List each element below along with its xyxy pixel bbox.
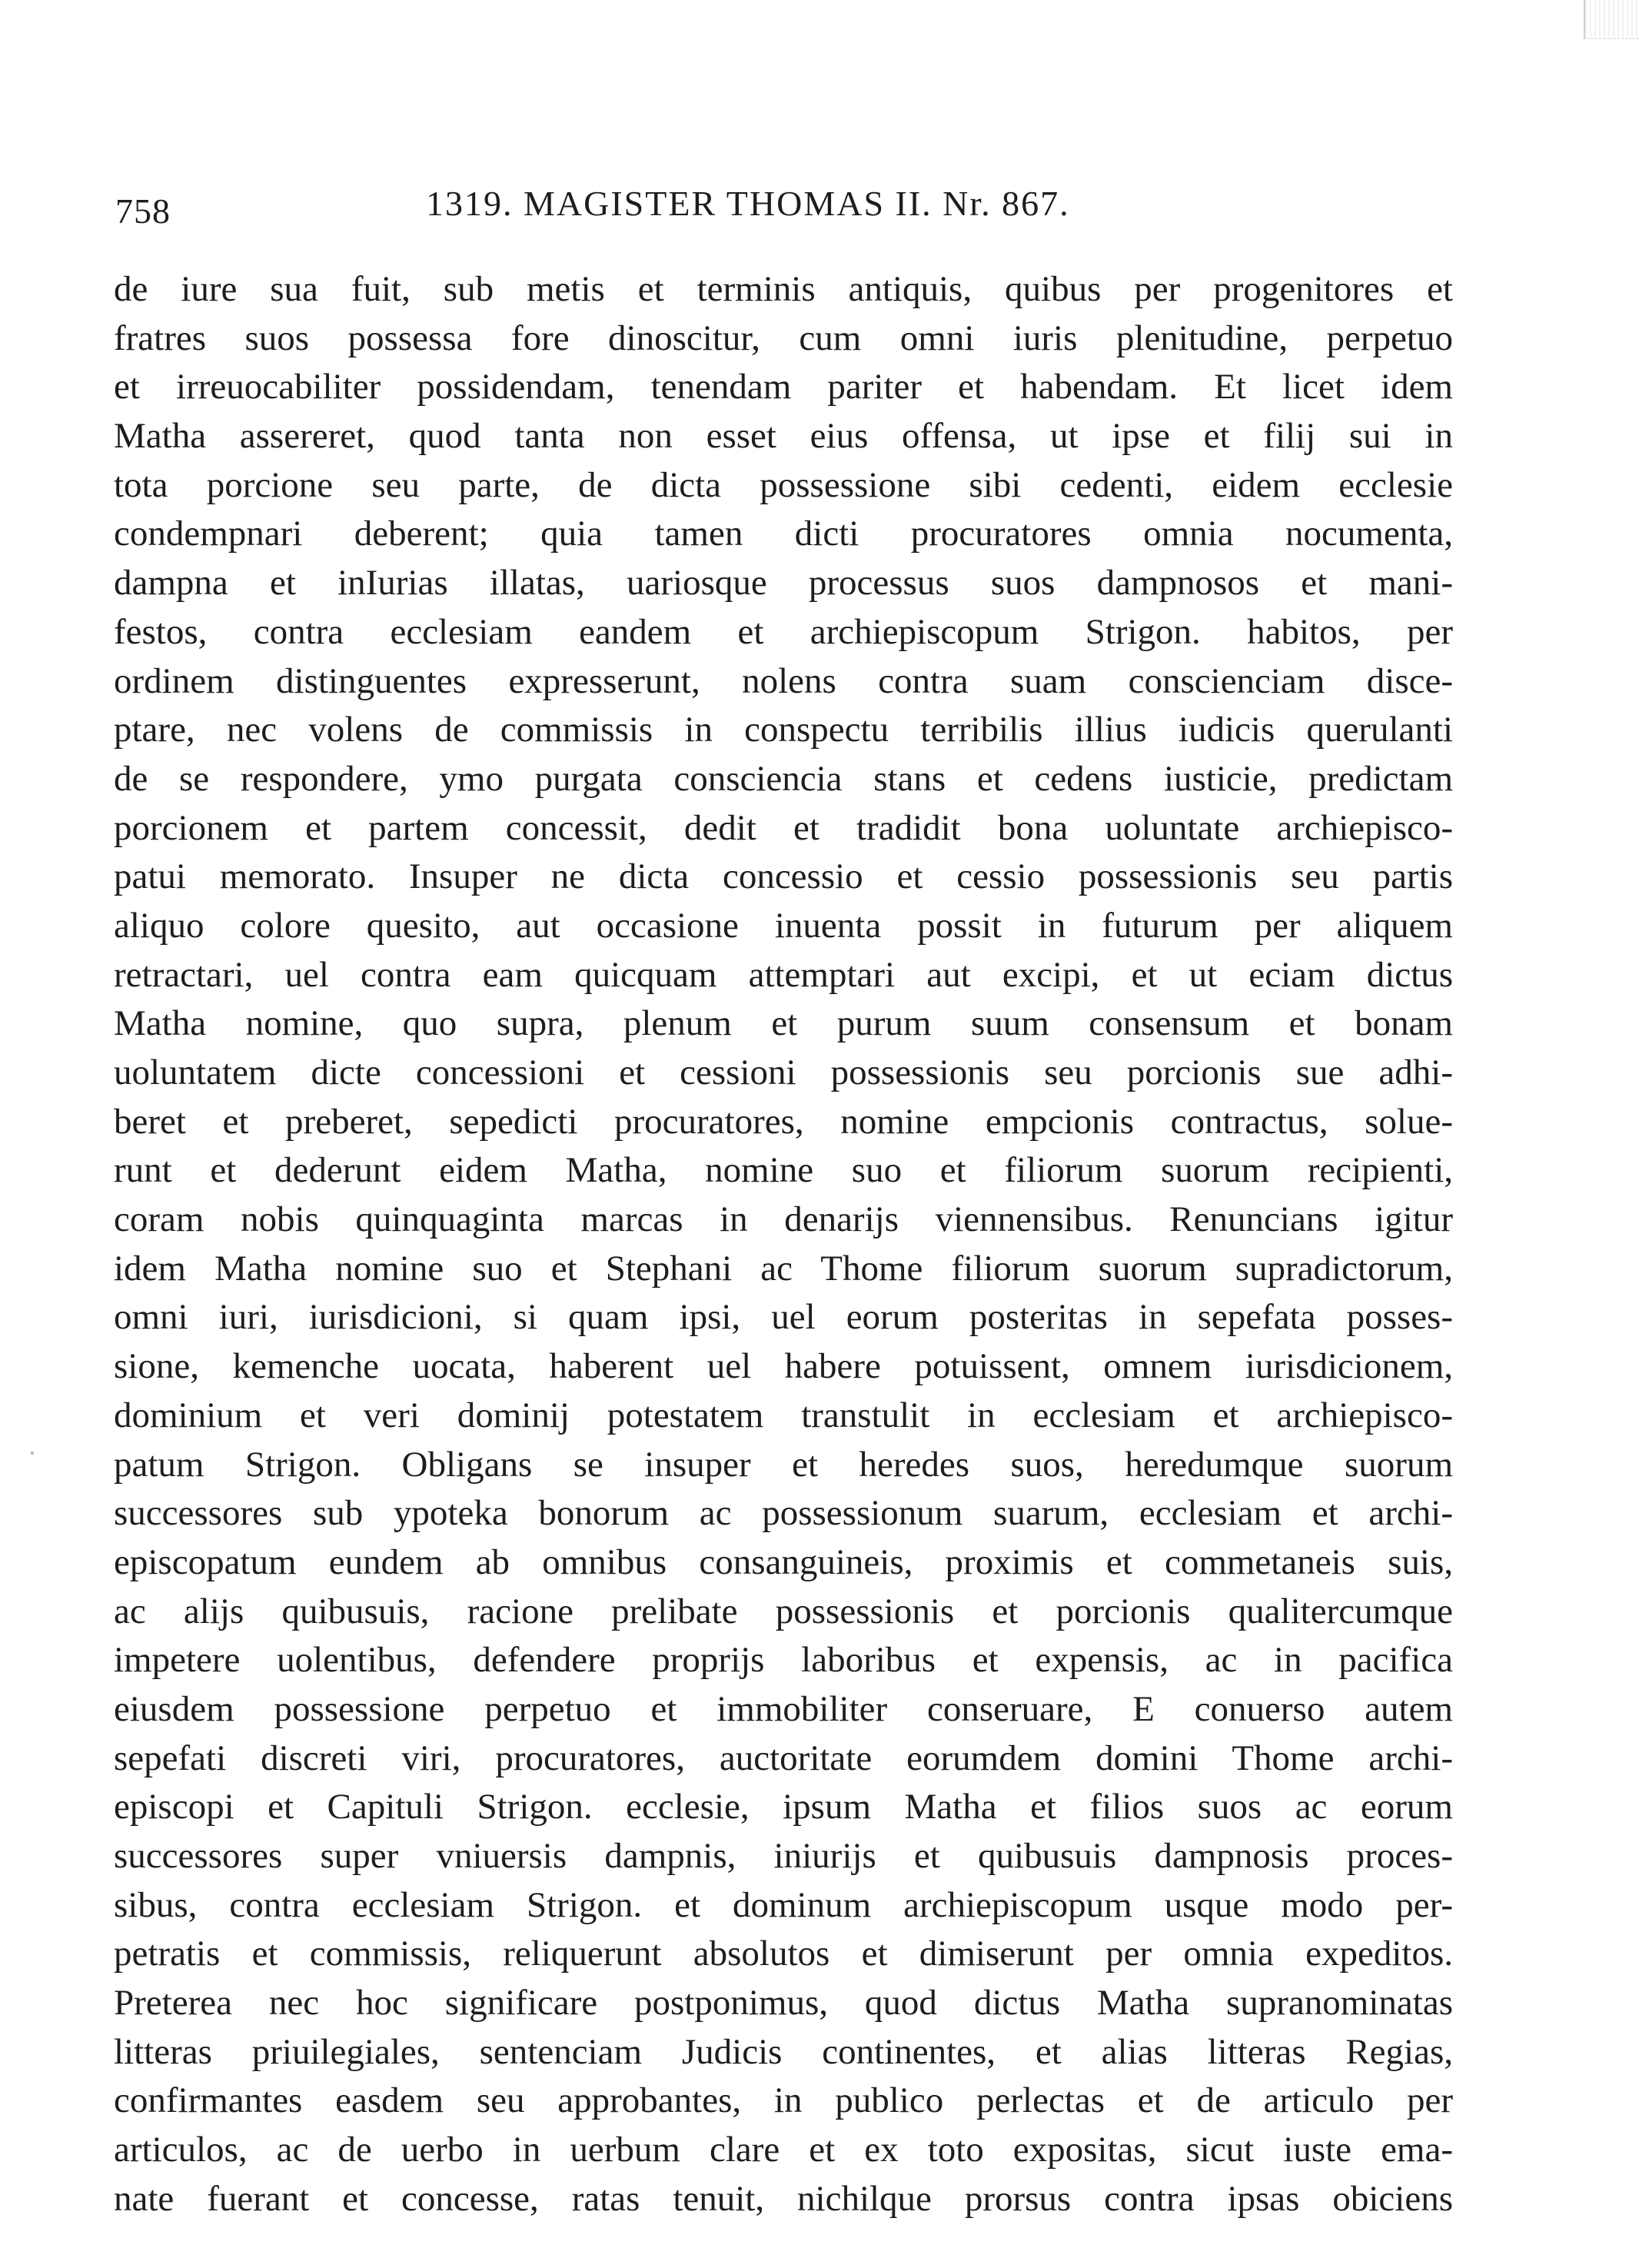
text-line: de iure sua fuit, sub metis et terminis antiquis, quibus per progenitores et	[114, 269, 1453, 309]
text-line: de se respondere, ymo purgata consciencia stans et cedens iusticie, predictam	[114, 758, 1453, 799]
text-line: Preterea nec hoc significare postponimus, quod dictus Matha supranominatas	[114, 1983, 1453, 2024]
text-line: et irreuocabiliter possidendam, tenendam pariter et habendam. Et licet idem	[114, 367, 1453, 407]
text-line: impetere uolentibus, defendere proprijs laboribus et expensis, ac in pacifica	[114, 1640, 1453, 1681]
page-header	[115, 183, 1451, 237]
text-line: sione, kemenche uocata, haberent uel habere potuissent, omnem iurisdicionem,	[114, 1346, 1453, 1387]
text-line: successores super vniuersis dampnis, iniurijs et quibusuis dampnosis proces-	[114, 1836, 1453, 1876]
body-text	[114, 265, 1453, 2224]
text-line: sepefati discreti viri, procuratores, auctoritate eorumdem domini Thome archi-	[114, 1738, 1453, 1778]
text-line: litteras priuilegiales, sentenciam Judicis continentes, et alias litteras Regias,	[114, 2031, 1453, 2072]
text-line: sibus, contra ecclesiam Strigon. et dominum archiepiscopum usque modo per-	[114, 1884, 1453, 1925]
text-line: tota porcione seu parte, de dicta possessione sibi cedenti, eidem ecclesie	[114, 464, 1453, 505]
text-line: articulos, ac de uerbo in uerbum clare et ex toto expositas, sicut iuste ema-	[114, 2130, 1453, 2170]
text-line: petratis et commissis, reliquerunt absolutos et dimiserunt per omnia expeditos.	[114, 1934, 1453, 1974]
text-line: ordinem distinguentes expresserunt, nolens contra suam conscienciam disce-	[114, 660, 1453, 701]
text-line: omni iuri, iurisdicioni, si quam ipsi, uel eorum posteritas in sepefata posses-	[114, 1297, 1453, 1338]
text-line: condempnari deberent; quia tamen dicti procuratores omnia nocumenta,	[114, 514, 1453, 554]
text-line: patui memorato. Insuper ne dicta concessio et cessio possessionis seu partis	[114, 856, 1453, 897]
text-line: Matha nomine, quo supra, plenum et purum suum consensum et bonam	[114, 1003, 1453, 1044]
text-line: nate fuerant et concesse, ratas tenuit, nichilque prorsus contra ipsas obiciens	[114, 2178, 1453, 2219]
scan-edge-mark	[1584, 0, 1639, 39]
running-title: 1319. MAGISTER THOMAS II. Nr. 867.	[426, 184, 1070, 223]
text-line: aliquo colore quesito, aut occasione inuenta possit in futurum per aliquem	[114, 905, 1453, 946]
text-line: beret et preberet, sepedicti procuratores, nomine empcionis contractus, solue-	[114, 1101, 1453, 1142]
text-line: idem Matha nomine suo et Stephani ac Thome filiorum suorum supradictorum,	[114, 1248, 1453, 1289]
text-line: runt et dederunt eidem Matha, nomine suo et filiorum suorum recipienti,	[114, 1150, 1453, 1191]
text-line: successores sub ypoteka bonorum ac possessionum suarum, ecclesiam et archi-	[114, 1493, 1453, 1534]
text-line: ac alijs quibusuis, racione prelibate possessionis et porcionis qualitercumque	[114, 1591, 1453, 1631]
text-line: dominium et veri dominij potestatem transtulit in ecclesiam et archiepisco-	[114, 1395, 1453, 1435]
text-line: episcopatum eundem ab omnibus consanguineis, proximis et commetaneis suis,	[114, 1541, 1453, 1582]
text-line: Matha assereret, quod tanta non esset eius offensa, ut ipse et filij sui in	[114, 416, 1453, 457]
text-line: festos, contra ecclesiam eandem et archiepiscopum Strigon. habitos, per	[114, 611, 1453, 652]
text-line: confirmantes easdem seu approbantes, in publico perlectas et de articulo per	[114, 2080, 1453, 2121]
text-line: fratres suos possessa fore dinoscitur, cum omni iuris plenitudine, perpetuo	[114, 318, 1453, 358]
text-line: episcopi et Capituli Strigon. ecclesie, ipsum Matha et filios suos ac eorum	[114, 1787, 1453, 1827]
text-line: patum Strigon. Obligans se insuper et heredes suos, heredumque suorum	[114, 1444, 1453, 1485]
text-line: porcionem et partem concessit, dedit et tradidit bona uoluntate archiepisco-	[114, 807, 1453, 848]
page-number: 758	[115, 191, 171, 231]
text-line: eiusdem possessione perpetuo et immobiliter conseruare, E conuerso autem	[114, 1688, 1453, 1729]
text-line: dampna et inIurias illatas, uariosque processus suos dampnosos et mani-	[114, 563, 1453, 604]
text-line: retractari, uel contra eam quicquam attemptari aut excipi, et ut eciam dictus	[114, 954, 1453, 995]
text-line: uoluntatem dicte concessioni et cessioni possessionis seu porcionis sue adhi-	[114, 1053, 1453, 1092]
text-line: coram nobis quinquaginta marcas in denarijs viennensibus. Renuncians igitur	[114, 1199, 1453, 1240]
text-line: ptare, nec volens de commissis in conspectu terribilis illius iudicis querulanti	[114, 710, 1453, 750]
margin-speck	[31, 1452, 34, 1455]
